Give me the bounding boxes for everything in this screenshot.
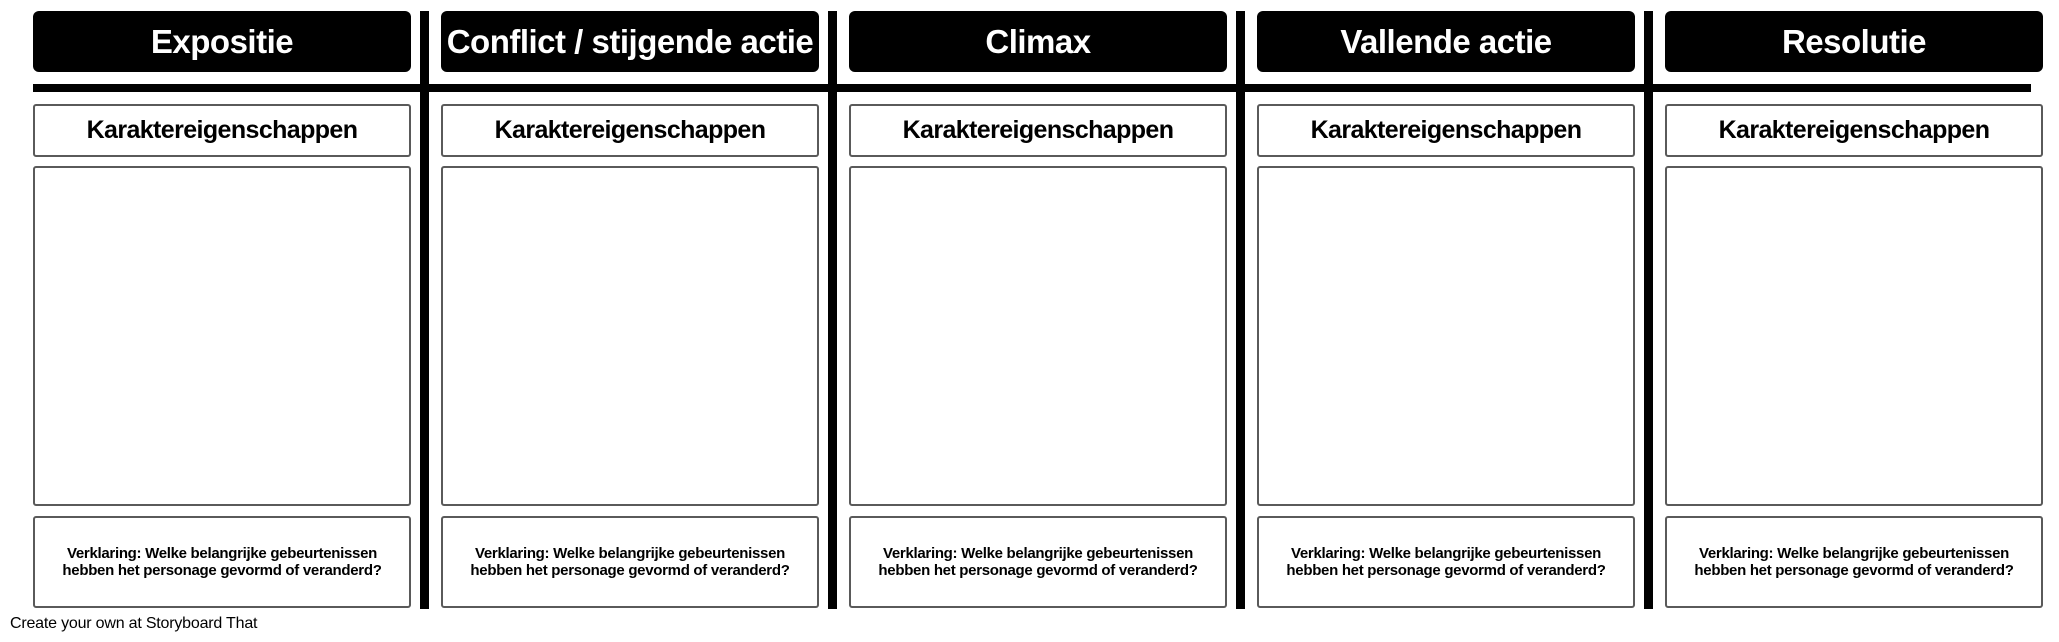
description-text xyxy=(1276,545,1616,579)
description-cell[interactable] xyxy=(849,516,1227,608)
column-divider xyxy=(1236,11,1245,609)
description-line: hebben het personage gevormd of veranderd? xyxy=(62,562,382,579)
description-line: Verklaring: Welke belangrijke gebeurtenissen xyxy=(1699,545,2009,562)
description-cell[interactable] xyxy=(1665,516,2043,608)
column-title[interactable]: Vallende actie xyxy=(1257,11,1635,72)
image-cell[interactable] xyxy=(33,166,411,506)
description-text xyxy=(868,545,1208,579)
description-text xyxy=(1684,545,2024,579)
description-line: Verklaring: Welke belangrijke gebeurtenissen xyxy=(1291,545,1601,562)
column-subheader[interactable]: Karaktereigenschappen xyxy=(441,104,819,157)
description-line: Verklaring: Welke belangrijke gebeurtenissen xyxy=(883,545,1193,562)
description-cell[interactable] xyxy=(1257,516,1635,608)
column-title[interactable]: Conflict / stijgende actie xyxy=(441,11,819,72)
column-divider xyxy=(420,11,429,609)
column-title[interactable]: Expositie xyxy=(33,11,411,72)
image-cell[interactable] xyxy=(1257,166,1635,506)
image-cell[interactable] xyxy=(441,166,819,506)
description-line: hebben het personage gevormd of veranderd? xyxy=(1694,562,2014,579)
column-subheader[interactable]: Karaktereigenschappen xyxy=(33,104,411,157)
description-line: hebben het personage gevormd of veranderd? xyxy=(1286,562,1606,579)
description-text xyxy=(52,545,392,579)
description-line: Verklaring: Welke belangrijke gebeurtenissen xyxy=(475,545,785,562)
column-divider xyxy=(828,11,837,609)
image-cell[interactable] xyxy=(1665,166,2043,506)
description-line: hebben het personage gevormd of veranderd? xyxy=(878,562,1198,579)
description-cell[interactable] xyxy=(33,516,411,608)
column-title[interactable]: Resolutie xyxy=(1665,11,2043,72)
header-divider-line xyxy=(33,84,2031,92)
description-line: hebben het personage gevormd of veranderd? xyxy=(470,562,790,579)
column-divider xyxy=(1644,11,1653,609)
column-subheader[interactable]: Karaktereigenschappen xyxy=(1257,104,1635,157)
column-subheader[interactable]: Karaktereigenschappen xyxy=(849,104,1227,157)
description-text xyxy=(460,545,800,579)
footer-credit[interactable]: Create your own at Storyboard That xyxy=(10,615,258,632)
image-cell[interactable] xyxy=(849,166,1227,506)
description-line: Verklaring: Welke belangrijke gebeurtenissen xyxy=(67,545,377,562)
column-subheader[interactable]: Karaktereigenschappen xyxy=(1665,104,2043,157)
column-title[interactable]: Climax xyxy=(849,11,1227,72)
description-cell[interactable] xyxy=(441,516,819,608)
